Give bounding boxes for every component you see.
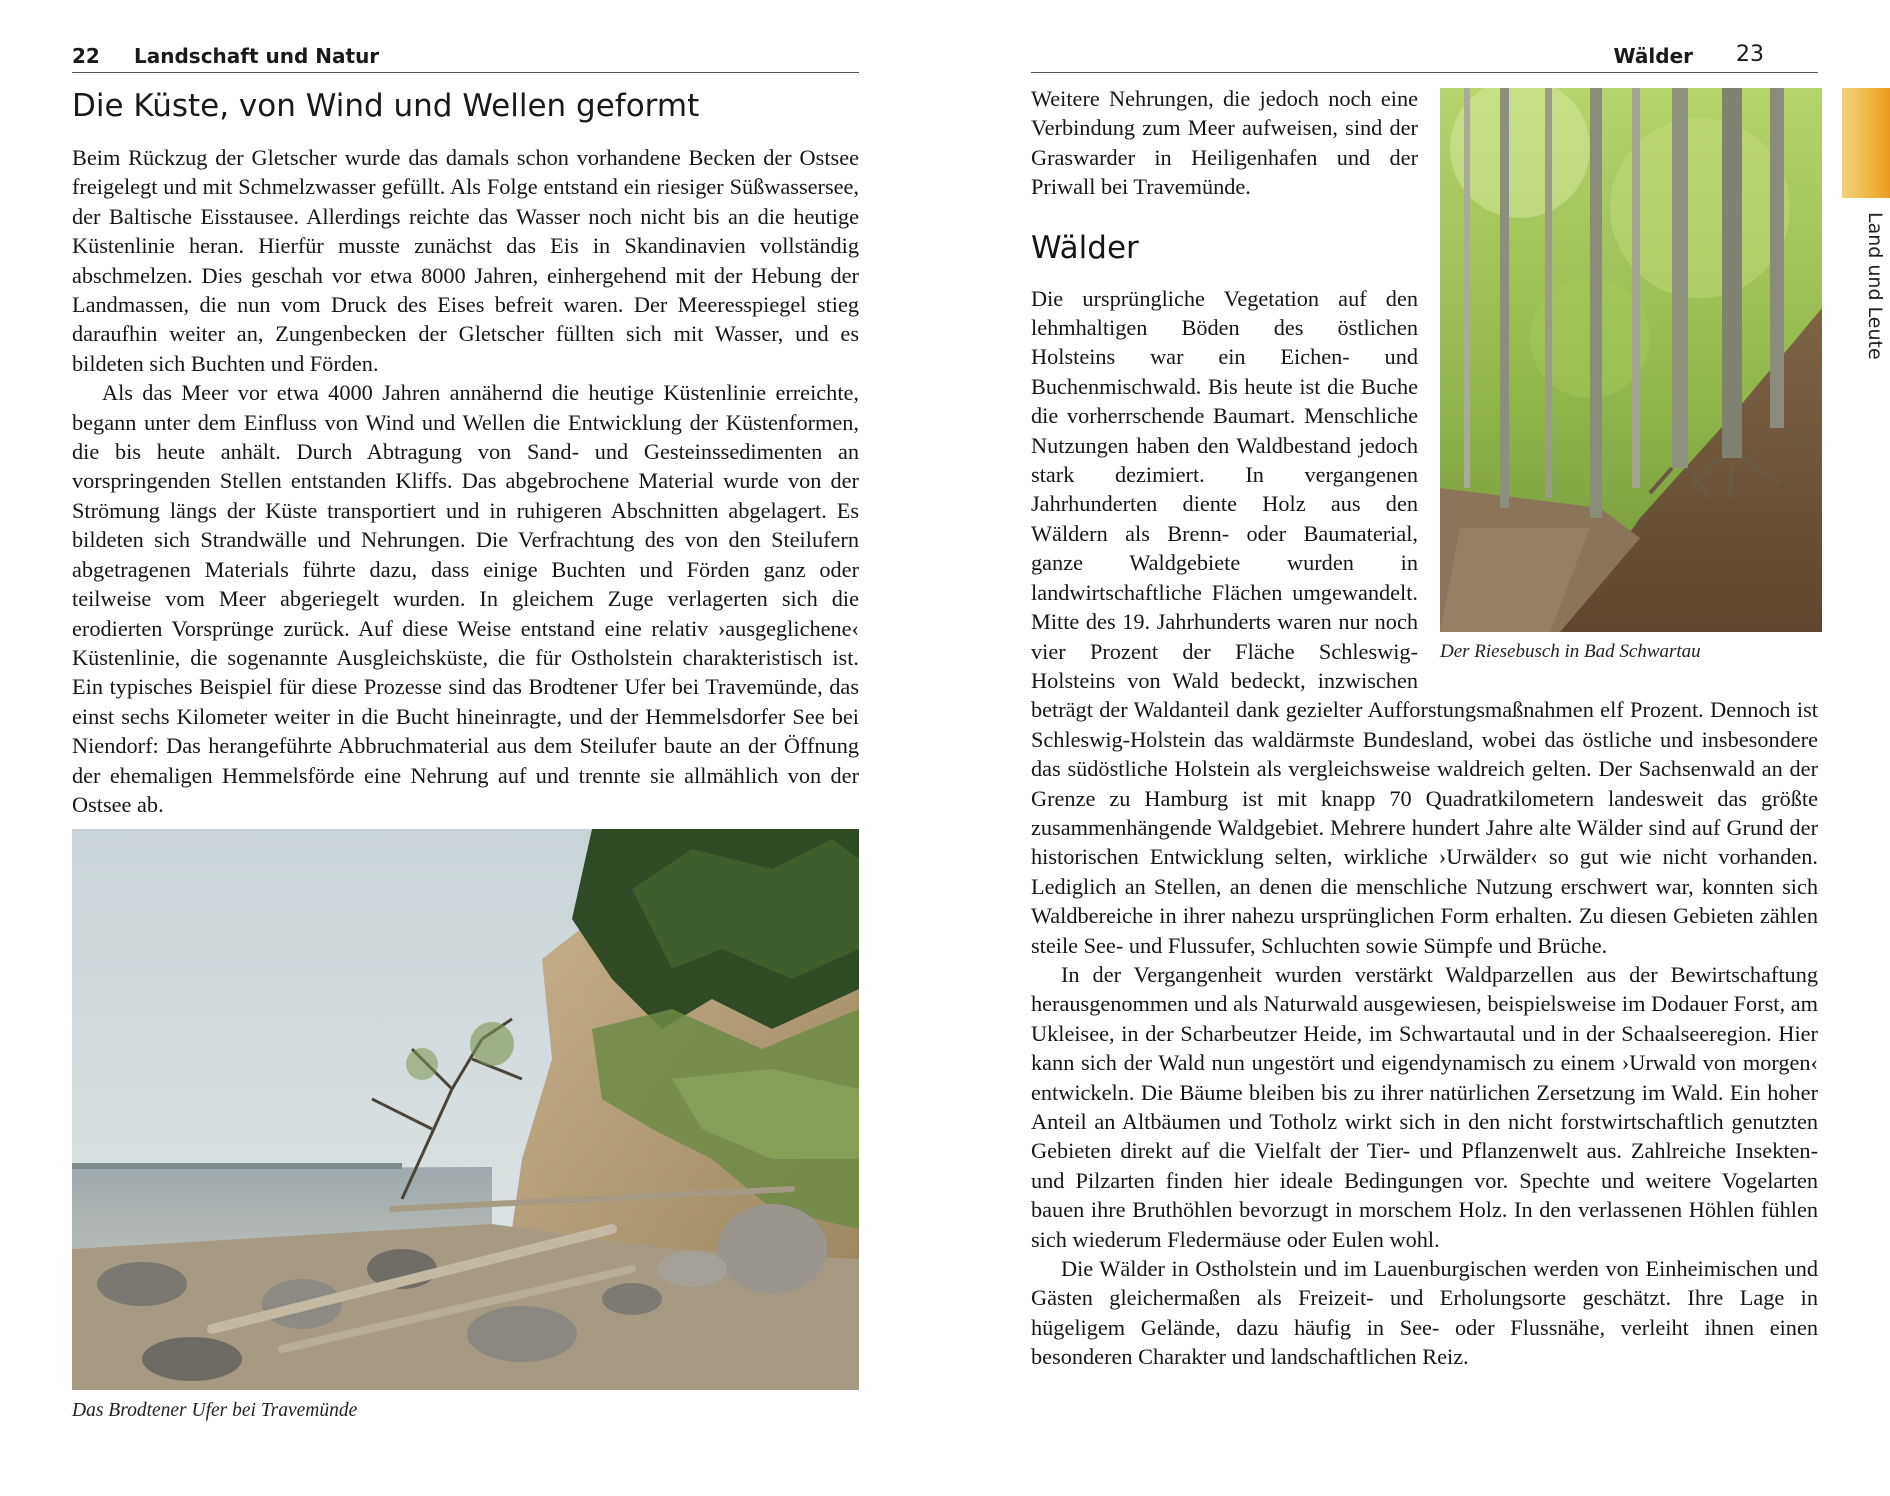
left-body-text bbox=[72, 143, 859, 819]
photo-brodtener-ufer bbox=[72, 829, 859, 1390]
page-number-right: 23 bbox=[1736, 42, 1764, 67]
chapter-tab-marker bbox=[1842, 88, 1890, 198]
coast-cliff-image bbox=[72, 829, 859, 1390]
chapter-tab-label: Land und Leute bbox=[1864, 212, 1886, 360]
paragraph: Als das Meer vor etwa 4000 Jahren annähernd die heutige Küstenlinie erreichte, begann unter dem Einfluss von Wind und Wellen die Entwicklung der Küstenformen, die bis heute anhält. Durch Abtragung von Sand- und Gesteinssedimenten an vorspringenden Stellen entstanden Kliffs. Das abgebrochene Material wurde von der Strömung längs der Küste transportiert und in ruhigeren Abschnitten abgelagert. Es bildeten sich Strandwälle und Nehrungen. Die Verfrachtung des von den Steilufern abgetragenen Materials führte dazu, dass einige Buchten und Förden ganz oder teilweise vom Meer abgeriegelt wurden. In gleichem Zuge verlagerten sich die erodierten Vorsprünge zurück. Auf diese Weise entstand eine relativ ›ausgeglichene‹ Küstenlinie, die sogenannte Ausgleichsküste, die für Ostholstein charakteristisch ist. Ein typisches Beispiel für diese Prozesse sind das Brodtener Ufer bei Travemünde, das einst sechs Kilometer weiter in die Bucht hineinragte, und der Hemmelsdorfer See bei Niendorf: Das herangeführte Abbruchmaterial aus dem Steilufer baute an der Öffnung der ehemaligen Hemmelsförde eine Nehrung auf und trennte sie allmählich von der Ostsee ab. bbox=[72, 380, 859, 817]
paragraph: Die ursprüngliche Vegetation auf den lehmhaltigen Böden des östlichen Holsteins war ein Eichen- und Buchenmischwald. Bis heute ist die Buche die vorherrschende Baumart. Menschliche Nutzungen haben den Waldbestand jedoch stark dezimiert. In vergangenen Jahrhunderten diente Holz aus den Wäldern als Brenn- oder Baumaterial, ganze Waldgebiete wurden in landwirtschaftliche Flächen umgewandelt. Mitte des 19. Jahrhunderts waren nur noch vier Prozent der Fläche Schleswig-Holsteins von Wald bedeckt, inzwischen beträgt der Waldanteil dank gezielter Aufforstungsmaßnahmen elf Prozent. Dennoch ist Schleswig-Holstein das waldärmste Bundesland, wobei das östliche und insbesondere das südöstliche Holstein als vergleichsweise waldreich gelten. Der Sachsenwald an der Grenze zu Hamburg ist mit knapp 70 Quadratkilometern landesweit das größte zusammenhängende Waldgebiet. Mehrere hundert Jahre alte Wälder sind auf Grund der historischen Entwicklung selten, wirkliche ›Urwälder‹ so gut wie nicht vorhanden. Lediglich an Stellen, an denen die menschliche Nutzung erschwert war, konnten sich Waldbereiche in ihrer nahezu ursprünglichen Form erhalten. Zu diesen Gebieten zählen steile See- und Flussufer, Schluchten sowie Sümpfe und Brüche. bbox=[1031, 285, 1818, 958]
photo-caption-left: Das Brodtener Ufer bei Travemünde bbox=[72, 1400, 358, 1421]
section-heading-forests: Wälder bbox=[1031, 229, 1139, 266]
right-page bbox=[945, 0, 1890, 1496]
photo-caption-right: Der Riesebusch in Bad Schwartau bbox=[1440, 641, 1701, 662]
running-head-left: Landschaft und Natur bbox=[134, 44, 380, 68]
paragraph: Weitere Nehrungen, die jedoch noch eine Verbindung zum Meer aufweisen, sind der Graswarder in Heiligenhafen und der Priwall bei Travemünde. bbox=[1031, 86, 1418, 200]
paragraph: In der Vergangenheit wurden verstärkt Waldparzellen aus der Bewirtschaftung herausgenommen und als Naturwald ausgewiesen, beispielsweise im Dodauer Forst, am Ukleisee, in der Scharbeutzer Heide, im Schwartautal und in der Schaalseeregion. Hier kann sich der Wald nun ungestört und eigendynamisch zu einem ›Urwald von morgen‹ entwickeln. Die Bäume bleiben bis zu ihrer natürlichen Zersetzung im Wald. Ein hoher Anteil an Altbäumen und Totholz wirkt sich in den nicht forstwirtschaftlich genutzten Gebieten direkt auf die Vielfalt der Tier- und Pflanzenwelt aus. Zahlreiche Insekten- und Pilzarten finden hier ideale Bedingungen vor. Spechte und weitere Vogelarten bauen ihre Bruthöhlen bevorzugt in morschem Holz. In den verlassenen Höhlen fühlen sich wiederum Fledermäuse oder Eulen wohl. bbox=[1031, 961, 1818, 1252]
header-rule-left bbox=[72, 72, 859, 73]
running-head-right: Wälder bbox=[1613, 44, 1693, 68]
paragraph: Beim Rückzug der Gletscher wurde das damals schon vorhandene Becken der Ostsee freigelegt und mit Schmelzwasser gefüllt. Als Folge entstand ein riesiger Süßwassersee, der Baltische Eisstausee. Allerdings reichte das Wasser noch nicht bis an die heutige Küstenlinie heran. Hierfür musste zunächst das Eis in Skandinavien vollständig abschmelzen. Dies geschah vor etwa 8000 Jahren, einhergehend mit der Hebung der Landmassen, die nun vom Druck des Eises befreit waren. Der Meeresspiegel stieg daraufhin weiter an, Zungenbecken der Gletscher füllten sich mit Wasser, und es bildeten sich Buchten und Förden. bbox=[72, 145, 859, 376]
header-rule-right bbox=[1031, 72, 1818, 73]
paragraph: Die Wälder in Ostholstein und im Lauenburgischen werden von Einheimischen und Gästen gleichermaßen als Freizeit- und Erholungsorte geschätzt. Ihre Lage in hügeligem Gelände, dazu häufig in See- oder Flussnähe, verleiht ihnen einen besonderen Charakter und landschaftlichen Reiz. bbox=[1031, 1256, 1818, 1370]
page-number-left: 22 bbox=[72, 44, 100, 68]
section-heading-coast: Die Küste, von Wind und Wellen geformt bbox=[72, 88, 700, 124]
right-body-text bbox=[1031, 84, 1818, 1372]
